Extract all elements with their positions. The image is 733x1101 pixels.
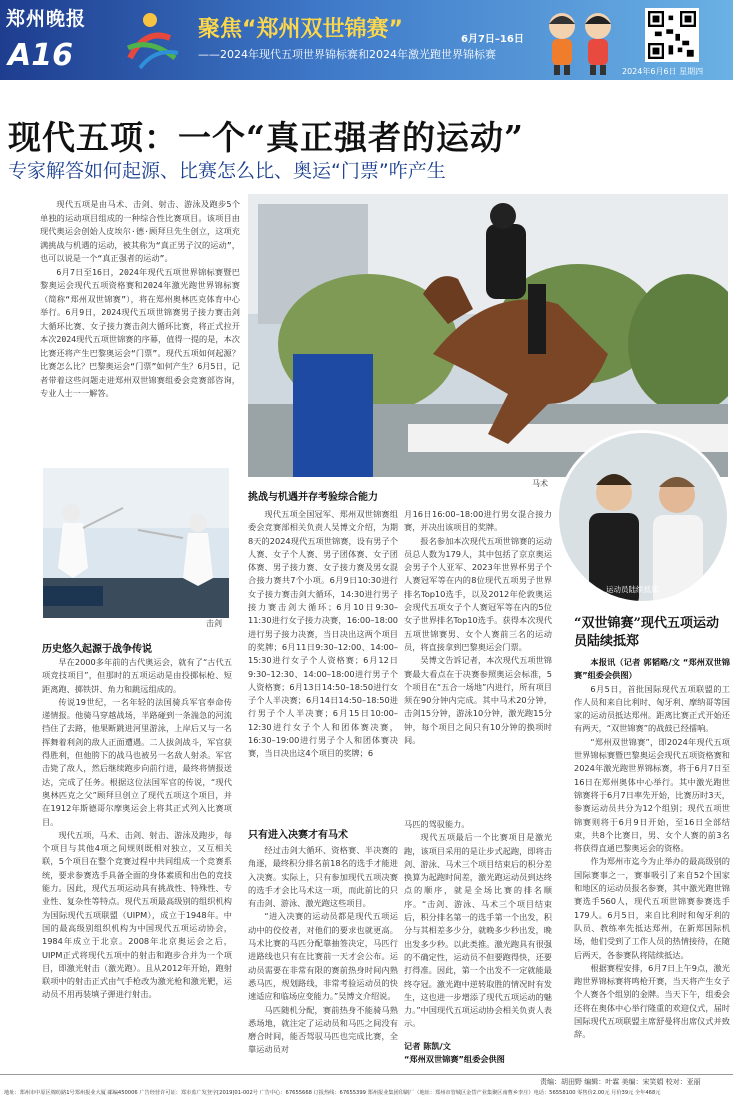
sidebar-article (574, 656, 730, 1042)
article-column (248, 508, 398, 761)
sidebar-lead: 本报讯（记者 郭韬略/文 “郑州双世锦赛”组委会供图） (574, 657, 730, 681)
page-subtitle: 专家解答如何起源、比赛怎么比、奥运“门票”咋产生 (8, 160, 446, 182)
banner-subtitle: ——2024年现代五项世界锦标赛和2024年激光跑世界锦标赛 (198, 48, 496, 61)
publisher-address: 地址：郑州市中原区棉纺路1号郑州报业大厦 邮编450006 广告经营许可证：郑市监广发登字[2019]01-002号 广告中心：67655668 订报热线：67655399 郑州报业集团印刷厂（地址：郑州市管城区金岱产业集聚区南曹乡李庄）电话：56558100 零售价2.00元 月价39元 全年468元 (4, 1090, 661, 1096)
photo-caption: 运动员陆续抵郑 (606, 585, 659, 594)
qr-code-icon (645, 8, 699, 62)
intro-paragraph: 6月7日至16日，2024年现代五项世界锦标赛暨巴黎奥运会现代五项资格赛和2024年激光跑世界锦标赛（简称“郑州双世锦赛”），将在郑州奥林匹克体育中心举行。6月9日，2024现代五项世锦赛男子接力赛击剑大循环比赛、女子接力赛击剑大循环比赛，将正式拉开本次2024现代五项世锦赛的序幕，值得一提的是，本次比赛还将产生巴黎奥运会“门票”。现代五项如何起源？比赛怎么比？巴黎奥运会“门票”如何产生？6月5日，记者带着这些问题走进郑州双世锦赛组委会竞赛部咨询，专业人士一一解答。 (40, 266, 240, 398)
article-column (42, 656, 232, 1002)
issue-date: 2024年6月6日 星期四 (622, 67, 704, 76)
page-title: 现代五项：一个“真正强者的运动” (8, 118, 524, 157)
article-column (404, 818, 552, 1031)
article-paragraph: 经过击剑大循环、资格赛、半决赛的角逐，最终积分排名前18名的选手才能进入决赛。实际上，只有参加现代五项决赛的选手才会比马术这一项，而此前比的只有击剑、游泳、激光跑这些项目。 (248, 845, 398, 909)
section-heading: 挑战与机遇并存考验综合能力 (248, 492, 378, 503)
article-paragraph: 月16日16:00–18:00进行男女混合接力赛，并决出该项目的奖牌。 (404, 509, 552, 533)
banner-date: 6月7日–16日 (461, 34, 524, 45)
article-paragraph: 6月5日，首批国际现代五项联盟的工作人员和来自比利时、匈牙利、摩纳哥等国家的运动员抵达郑州。距离比赛正式开始还有两天，“双世锦赛”的战鼓已经擂响。 (574, 683, 730, 734)
article-paragraph: 吴博文告诉记者，本次现代五项世锦赛最大看点在于决赛参照奥运会标准，5个项目在“五合一场地”内进行，所有项目须在90分钟内完成。其中马术20分钟，击剑15分钟，游泳10分钟，激光跑15分钟，每个项目之间只有10分钟的换项时间。 (404, 655, 552, 746)
article-paragraph: 马匹随机分配，赛前热身不能骑马熟悉场地，就注定了运动员和马匹之间没有磨合时间，能否驾驭马匹也完成比赛，全靠运动员对 (248, 1004, 398, 1055)
article-paragraph: 早在2000多年前的古代奥运会，就有了“古代五项竞技项目”，但那时的五项运动是由投掷标枪、短距离跑、掷铁饼、角力和跳远组成的。 (42, 657, 232, 694)
banner-title: 聚焦“郑州双世锦赛” (198, 17, 403, 42)
article-paragraph: 现代五项，马术、击剑、射击、游泳及跑步，每个项目与其他4项之间规则既相对独立，又互相关联，5个项目在整个竞赛过程中共同组成一个竞赛系统，要求参赛选手具备全面的身体素质和出色的竞技能力。因此，现代五项运动具有挑战性、特殊性、专业性、复杂性等特点。现代五项最高级别的组织机构为国际现代五项联盟（UIPM），成立于1948年。中国的最高级别组织机构为中国现代五项运动协会，1984年成立于北京。2008年北京奥运会之后，UIPM正式将现代五项中的射击和跑步合并为一个项目，即激光射击（激光跑）。且从2012年开始，跑射联项中的射击正式由气手枪改为激光枪和激光靶，运动员不用再装填子弹进行射击。 (42, 829, 232, 1000)
article-paragraph: 马匹的驾驭能力。 (404, 819, 470, 829)
article-paragraph: “进入决赛的运动员都是现代五项运动中的佼佼者，对他们的要求也就更高。马术比赛的马匹分配靠抽签决定，马匹行进路线也只有在比赛前一天才会公布。运动员需要在非常有限的赛前热身时间内熟悉马匹，规划路线，非常考验运动员的快速适应和临场应变能力。”吴博文介绍说。 (248, 911, 398, 1002)
article-paragraph: 现代五项全国冠军、郑州双世锦赛组委会竞赛部相关负责人吴博文介绍，为期8天的2024现代五项世锦赛，设有男子个人赛、女子个人赛、男子团体赛、女子团体赛、男子接力赛、女子接力赛及男女混合接力赛共7个小项。6月9日10:30进行女子接力赛击剑大循环，14:30进行男子接力赛击剑大循环；6月10日9:30–11:30进行女子接力决赛，16:00–18:00进行男子接力决赛，当日决出这两个项目的奖牌；6月11日9:30–12:00、14:00–15:30进行女子个人资格赛；6月12日9:30–12:30、14:00–18:00进行男子个人资格赛；6月13日14:50–18:50进行女子个人半决赛；6月14日14:50–18:50进行男子个人半决赛；6月15日10:00–12:30进行女子个人和团体赛决赛，16:30–19:00进行男子个人和团体赛决赛，当日决出这4个项目的奖牌；6 (248, 509, 398, 759)
page-number: A16 (8, 38, 73, 73)
mascot-icon (540, 6, 620, 78)
newspaper-logo: 郑州晚报 (6, 8, 87, 30)
page-footer (0, 1074, 733, 1101)
intro-paragraph: 现代五项是由马术、击剑、射击、游泳及跑步5个单独的运动项目组成的一种综合性比赛项目。该项目由现代奥运会创始人皮埃尔·德·顾拜旦先生创立，这项充满挑战与机遇的运动，被其称为“真正男子汉的运动”，也可以说是一个“真正强者的运动”。 (40, 199, 240, 263)
photo-caption: 击剑 (206, 619, 222, 628)
section-heading: 只有进入决赛才有马术 (248, 830, 348, 841)
sidebar-title: “双世锦赛”现代五项运动员陆续抵郑 (574, 616, 719, 649)
byline: 记者 陈凯/文 (404, 1041, 451, 1051)
athletes-arrive-photo (556, 430, 730, 604)
photo-caption: 马术 (532, 479, 548, 488)
article-paragraph: 作为郑州市迄今为止举办的最高级别的国际赛事之一，赛事吸引了来自52个国家和地区的运动员报名参赛，其中激光跑世锦赛选手560人，现代五项世锦赛参赛选手179人。6月5日，来自比利时和匈牙利的队员、教练率先抵达郑州，在新郑国际机场，他们受到了工作人员的热情接待，在随后两天，各参赛队将陆续抵达。 (574, 856, 730, 960)
article-paragraph: “郑州双世锦赛”，即2024年现代五项世界锦标赛暨巴黎奥运会现代五项资格赛和2024年激光跑世界锦标赛，将于6月7日至16日在郑州奥体中心举行。其中激光跑世锦赛将于6月7日率先开始，比赛历时3天，参赛运动员共分为12个组别；现代五项世锦赛则将于6月9日开始，至16日全部结束，共8个比赛日，男、女个人赛的前3名将获得直通巴黎奥运会的资格。 (574, 736, 730, 854)
masthead-banner (0, 0, 733, 80)
editor-credits: 责编：胡田野 编辑：叶霖 美编：宋笑娟 校对：亚丽 (540, 1078, 701, 1086)
photo-credit: “郑州双世锦赛”组委会供图 (404, 1054, 505, 1064)
article-paragraph: 现代五项最后一个比赛项目是激光跑，该项目采用的是让步式起跑，即将击剑、游泳、马术三个项目结束后的积分差换算为起跑时间差，激光跑运动员到达终点的顺序，就是全场比赛的排名顺序。“击剑、游泳、马术三个项目结束后，积分排名第一的选手第一个出发，积分与其相差多少分，就晚多少秒出发，晚出发多少秒。以此类推。激光跑具有很强的不确定性，运动员不但要跑得快，还要打得准。因此，第一个出发不一定就能最终夺冠。激光跑中逆转取胜的情况时有发生，这也进一步增添了现代五项运动的魅力。”中国现代五项运动协会相关负责人表示。 (404, 832, 552, 1029)
article-paragraph: 根据赛程安排，6月7日上午9点，激光跑世界锦标赛将鸣枪开赛，当天将产生女子个人赛各个组别的金牌。当天下午，组委会还将在奥体中心举行隆重的欢迎仪式，届时国际现代五项联盟主席舒曼将出席仪式并致辞。 (574, 962, 730, 1040)
section-heading: 历史悠久起源于战争传说 (42, 644, 152, 655)
fencing-photo (43, 468, 229, 618)
article-paragraph: 传说19世纪，一名年轻的法国骑兵军官奉命传递情报。他骑马穿越战场，半路碰到一条湍急的河流挡住了去路，他果断跳进河里游泳，上岸后又与一名挥舞着利剑的敌人正面遭遇。二人拔剑战斗，军官获得胜利，但他胯下的战马也被另一名敌人射杀。军官击毙了敌人，然后继续跑步向前行进，最终将情报送达，完成了任务。根据这位法国军官的传说，“现代奥林匹克之父”顾拜旦创立了现代五项这个项目，并在1912年斯德哥尔摩奥运会上将其正式列入比赛项目。 (42, 696, 232, 827)
article-column (404, 508, 552, 747)
article-intro (40, 198, 240, 401)
article-column (248, 844, 398, 1057)
article-paragraph: 报名参加本次现代五项世锦赛的运动员总人数为179人，其中包括了京京奥运会男子个人亚军、2023年世界杯男子个人赛冠军等在内的8位现代五项男子世界排名Top10选手，以及2012年伦敦奥运会现代五项女子个人赛冠军等在内的5位女子世界排名Top10选手。获得本次现代五项世锦赛男、女个人赛前三名的运动员，将直接拿到巴黎奥运会门票。 (404, 535, 552, 652)
event-logo-icon (120, 8, 182, 72)
